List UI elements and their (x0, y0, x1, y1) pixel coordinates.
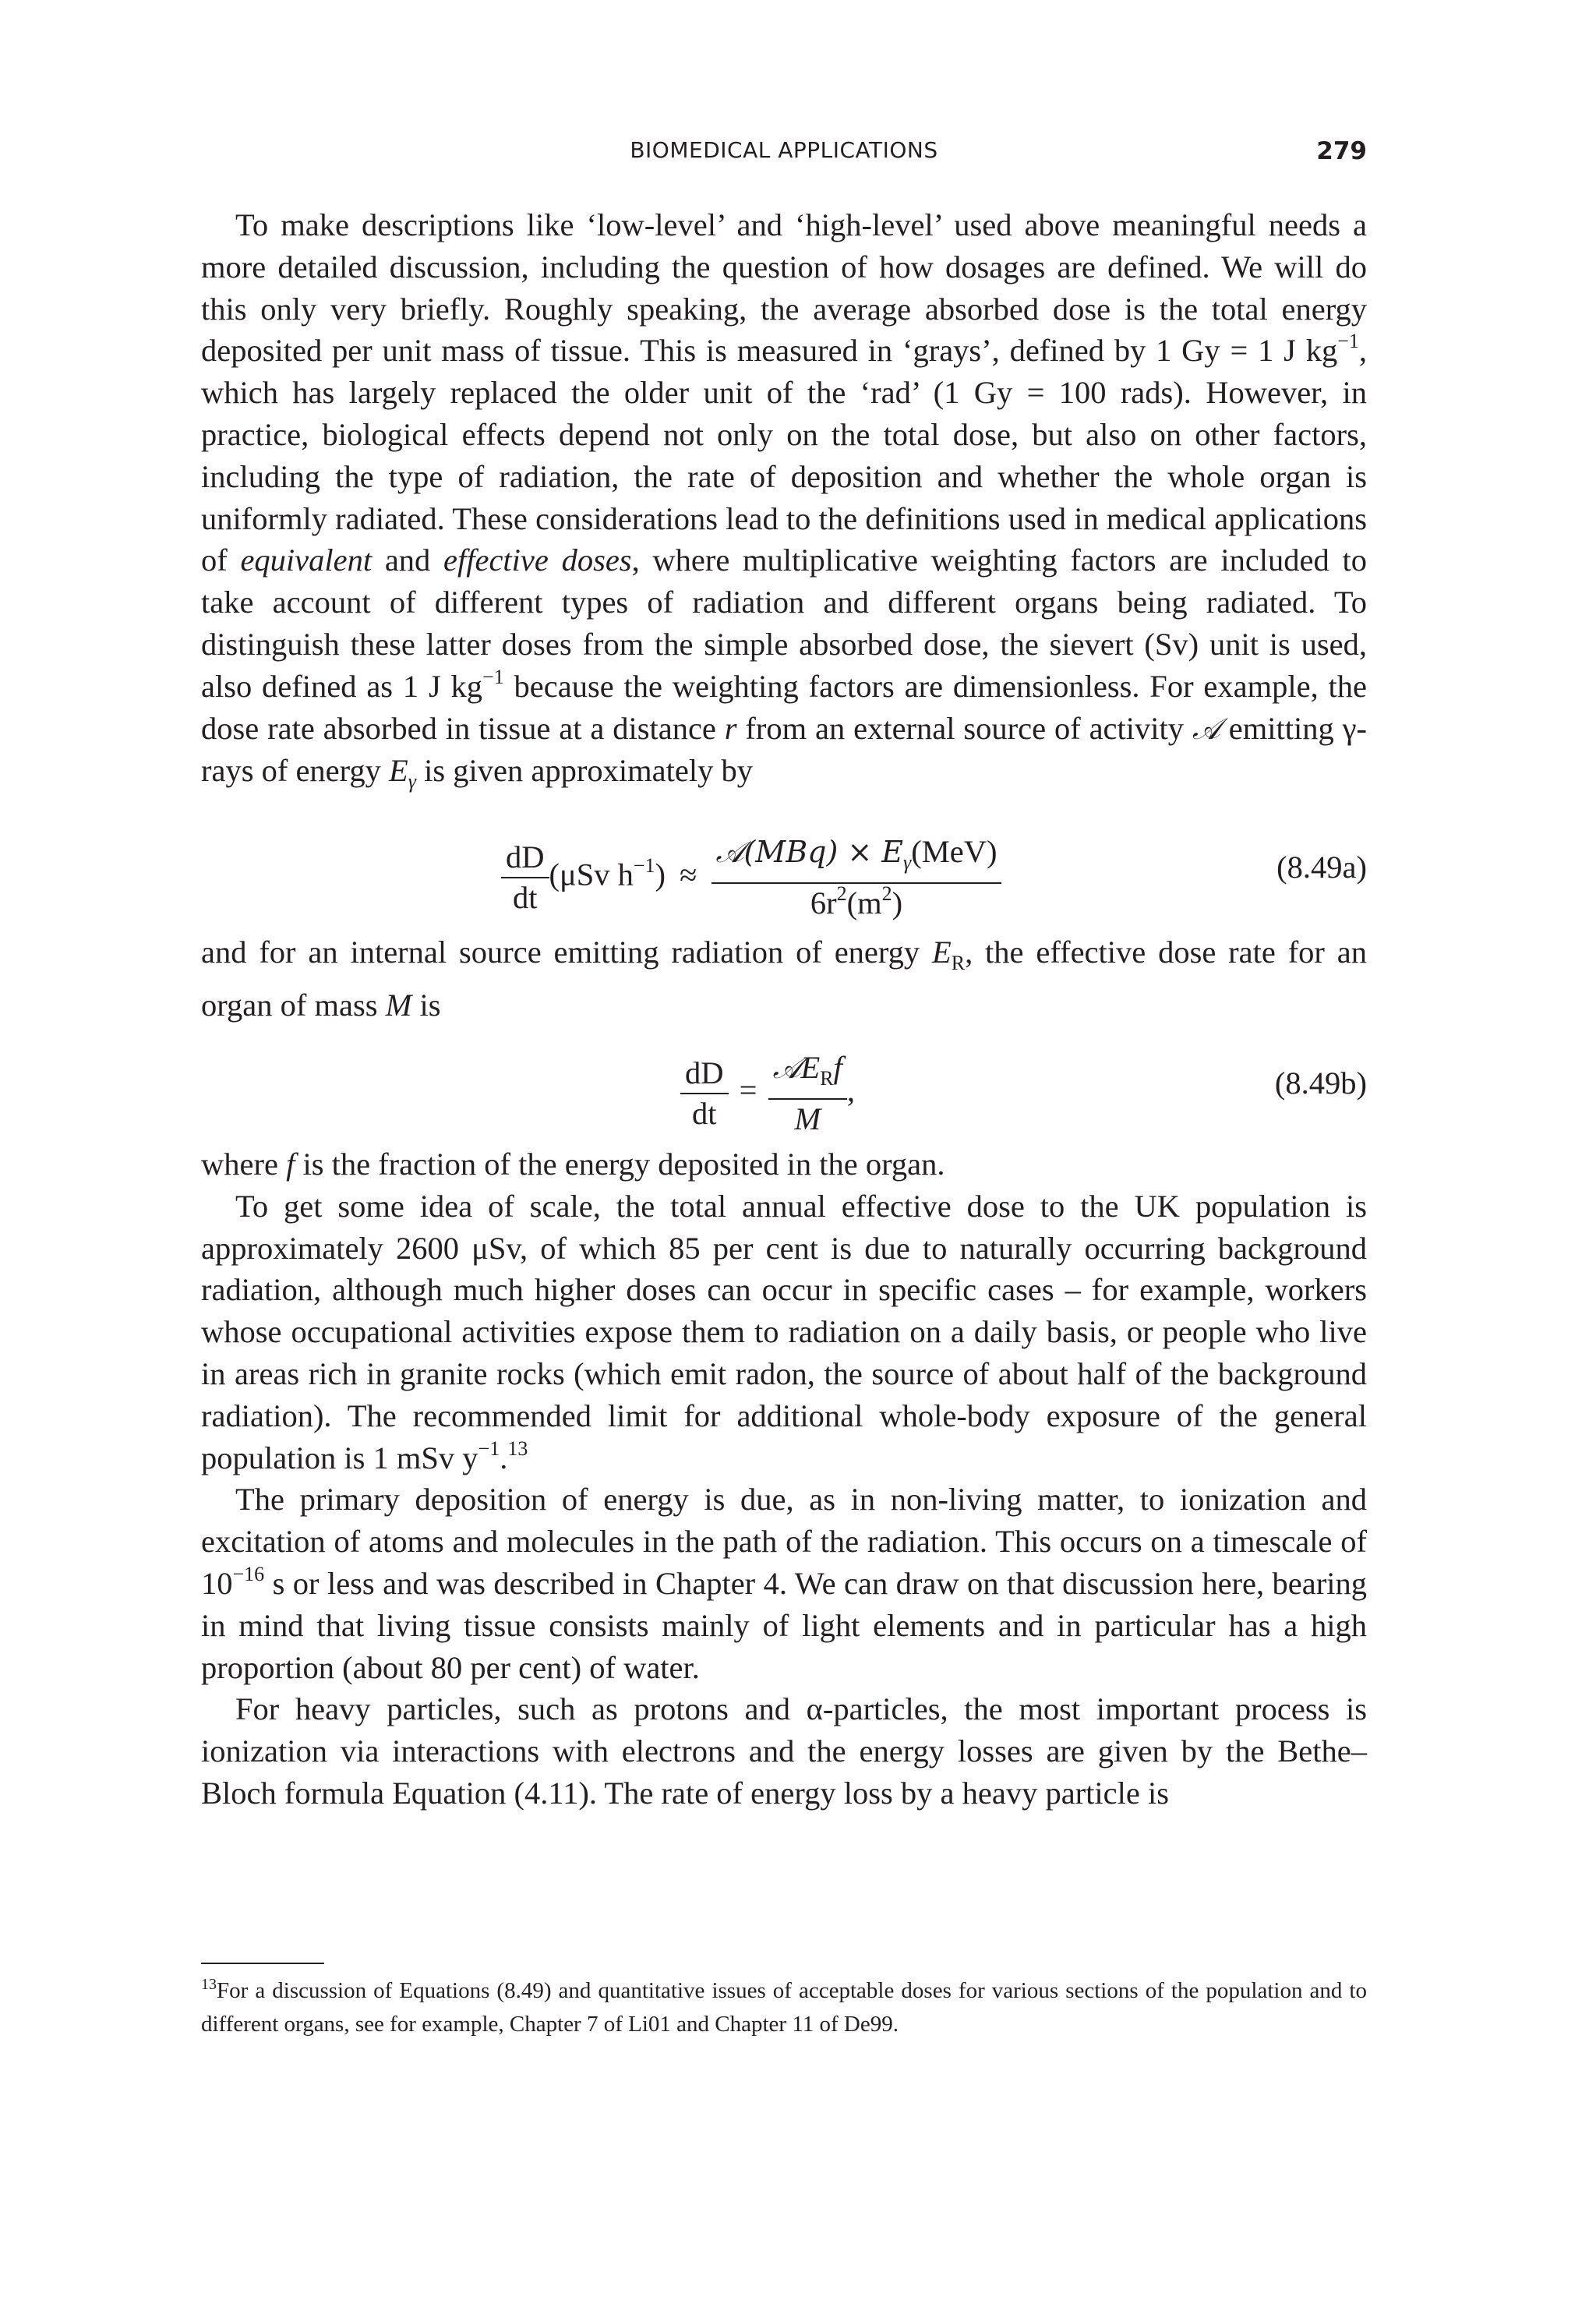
var-M: M (385, 988, 412, 1023)
superscript: −1 (478, 1436, 500, 1460)
lhs-denominator: dt (691, 1095, 717, 1131)
superscript: 2 (836, 882, 847, 906)
footnote (201, 1975, 1367, 2040)
subscript-R: R (820, 1067, 834, 1090)
footnote-reference[interactable]: 13 (507, 1436, 528, 1460)
denominator-text: 6r (810, 885, 837, 921)
running-header (201, 137, 1367, 171)
var-f: f (286, 1146, 295, 1182)
text-run: emitting γ-rays of energy (201, 710, 1367, 789)
superscript: −1 (1337, 330, 1359, 353)
var-E: E (389, 753, 408, 789)
rhs-numerator (768, 1048, 847, 1100)
equation-8-49b (201, 1026, 1367, 1143)
lhs-numerator: dD (680, 1054, 729, 1094)
paragraph-heavy-particles (201, 1688, 1367, 1814)
text-run: To get some idea of scale, the total annual effective dose to the UK population is approximately 2600 μSv, of which 85 per cent is due to naturally occurring background radiation, although much higher doses can occur in specific cases – for example, workers whose occupational activities expose them to radiation on a daily basis, or people who live in areas rich in granite rocks (which emit radon, the source of about half of the background radiation). The recommended limit for additional whole-body exposure of the general population is 1 mSv y (201, 1188, 1367, 1475)
lhs-numerator (501, 838, 549, 878)
equation-body (501, 832, 1001, 923)
superscript: 2 (881, 882, 892, 906)
text-run: , the effective dose rate for an organ of mass (201, 935, 1367, 1023)
body-text (201, 204, 1367, 1814)
var-activity: 𝒜 (1192, 711, 1220, 746)
equation-number: (8.49b) (1274, 1065, 1367, 1101)
rhs-denominator (711, 884, 1002, 923)
unit-close: ) (655, 857, 666, 892)
rhs-denominator: M (794, 1101, 821, 1137)
text-run: s or less and was described in Chapter 4. We can draw on that discussion here, bearing in mind that living tissue consists mainly of light elements and in particular has a high proportion (about 80 per cent) of water. (201, 1565, 1367, 1685)
numerator-text: dD (506, 839, 545, 875)
text-run: , where multiplicative weighting factors are included to take account of different types of radiation and different organs being radiated. To distinguish these latter doses from the simple absorbed dose, the sievert (Sv) unit is used, also defined as 1 J kg (201, 542, 1367, 704)
rhs-fraction (711, 832, 1002, 923)
paragraph-dose-definitions (201, 204, 1367, 803)
equation-body (680, 1048, 855, 1139)
unit-superscript: −1 (633, 853, 655, 877)
running-title: BIOMEDICAL APPLICATIONS (630, 137, 938, 163)
equation-number: (8.49a) (1276, 850, 1367, 885)
text-run: is (411, 988, 441, 1023)
emphasis-effective-doses: effective doses (443, 542, 632, 578)
text-run: The primary deposition of energy is due, as in non-living matter, to ionization and excitation of atoms and molecules in the path of the radiation. This occurs on a timescale of 10 (201, 1482, 1367, 1601)
text-run: from an external source of activity (736, 710, 1192, 746)
subscript-R: R (951, 952, 966, 975)
footnote-marker: 13 (201, 1976, 217, 1993)
var-activity: 𝒜 (772, 1050, 801, 1085)
equation-8-49a (201, 803, 1367, 931)
lhs-fraction (680, 1054, 729, 1133)
footnote-text: For a discussion of Equations (8.49) and quantitative issues of acceptable doses for various sections of the population and to different organs, see for example, Chapter 7 of Li01 and Chapter 11 of De99. (201, 1978, 1367, 2037)
emphasis-equivalent: equivalent (240, 542, 373, 578)
rhs-numerator (711, 832, 1002, 884)
denominator-close: ) (892, 885, 903, 921)
var-r: r (724, 710, 737, 746)
var-E: E (800, 1049, 821, 1085)
var-f: f (833, 1049, 842, 1085)
comma: , (846, 1072, 856, 1108)
paragraph-internal-source (201, 931, 1367, 1026)
paragraph-where-f (201, 1143, 1367, 1186)
subscript-gamma: γ (903, 851, 912, 875)
text-run: and for an internal source emitting radiation of energy (201, 935, 932, 970)
numerator-tail: (MeV) (911, 834, 998, 870)
denominator-tail: (m (846, 885, 882, 921)
text-run: For heavy particles, such as protons and α-particles, the most important process is ionization via interactions with electrons and the energy losses are given by the Bethe–Bloch formula Equation (4.11). The rate of energy loss by a heavy particle is (201, 1691, 1367, 1811)
subscript-gamma: γ (408, 770, 417, 793)
page-number: 279 (1316, 137, 1367, 165)
text-run: To make descriptions like ‘low-level’ and ‘high-level’ used above meaningful needs a more detailed discussion, including the question of how dosages are defined. We will do this only very briefly. Roughly speaking, the average absorbed dose is the total energy deposited per unit mass of tissue. This is measured in ‘grays’, defined by 1 Gy = 1 J kg (201, 207, 1367, 369)
text-run: where (201, 1146, 287, 1182)
text-run: is the fraction of the energy deposited in the organ. (295, 1146, 945, 1182)
superscript: −1 (482, 665, 504, 688)
relation: = (739, 1072, 757, 1108)
text-run: . (500, 1440, 508, 1475)
superscript: −16 (232, 1562, 265, 1585)
var-E: E (931, 935, 952, 970)
footnote-rule (201, 1963, 324, 1964)
lhs-fraction (501, 838, 549, 917)
numerator-text: 𝒜(MBq) × E (715, 835, 904, 870)
rhs-fraction (768, 1048, 847, 1139)
text-run: because the weighting factors are dimensionless. For example, the dose rate absorbed in tissue at a distance (201, 668, 1367, 746)
unit: (μSv h (549, 857, 634, 892)
lhs-denominator: dt (512, 880, 538, 916)
text-run: is given approximately by (416, 753, 753, 789)
relation: ≈ (680, 857, 697, 892)
text-run: and (372, 542, 443, 578)
text-run: , which has largely replaced the older unit of the ‘rad’ (1 Gy = 100 rads). However, in practice, biological effects depend not only on the total dose, but also on other factors, including the type of radiation, the rate of deposition and whether the whole organ is uniformly radiated. These considerations lead to the definitions used in medical applications of (201, 333, 1367, 578)
paragraph-primary-deposition (201, 1479, 1367, 1688)
paragraph-scale (201, 1186, 1367, 1479)
